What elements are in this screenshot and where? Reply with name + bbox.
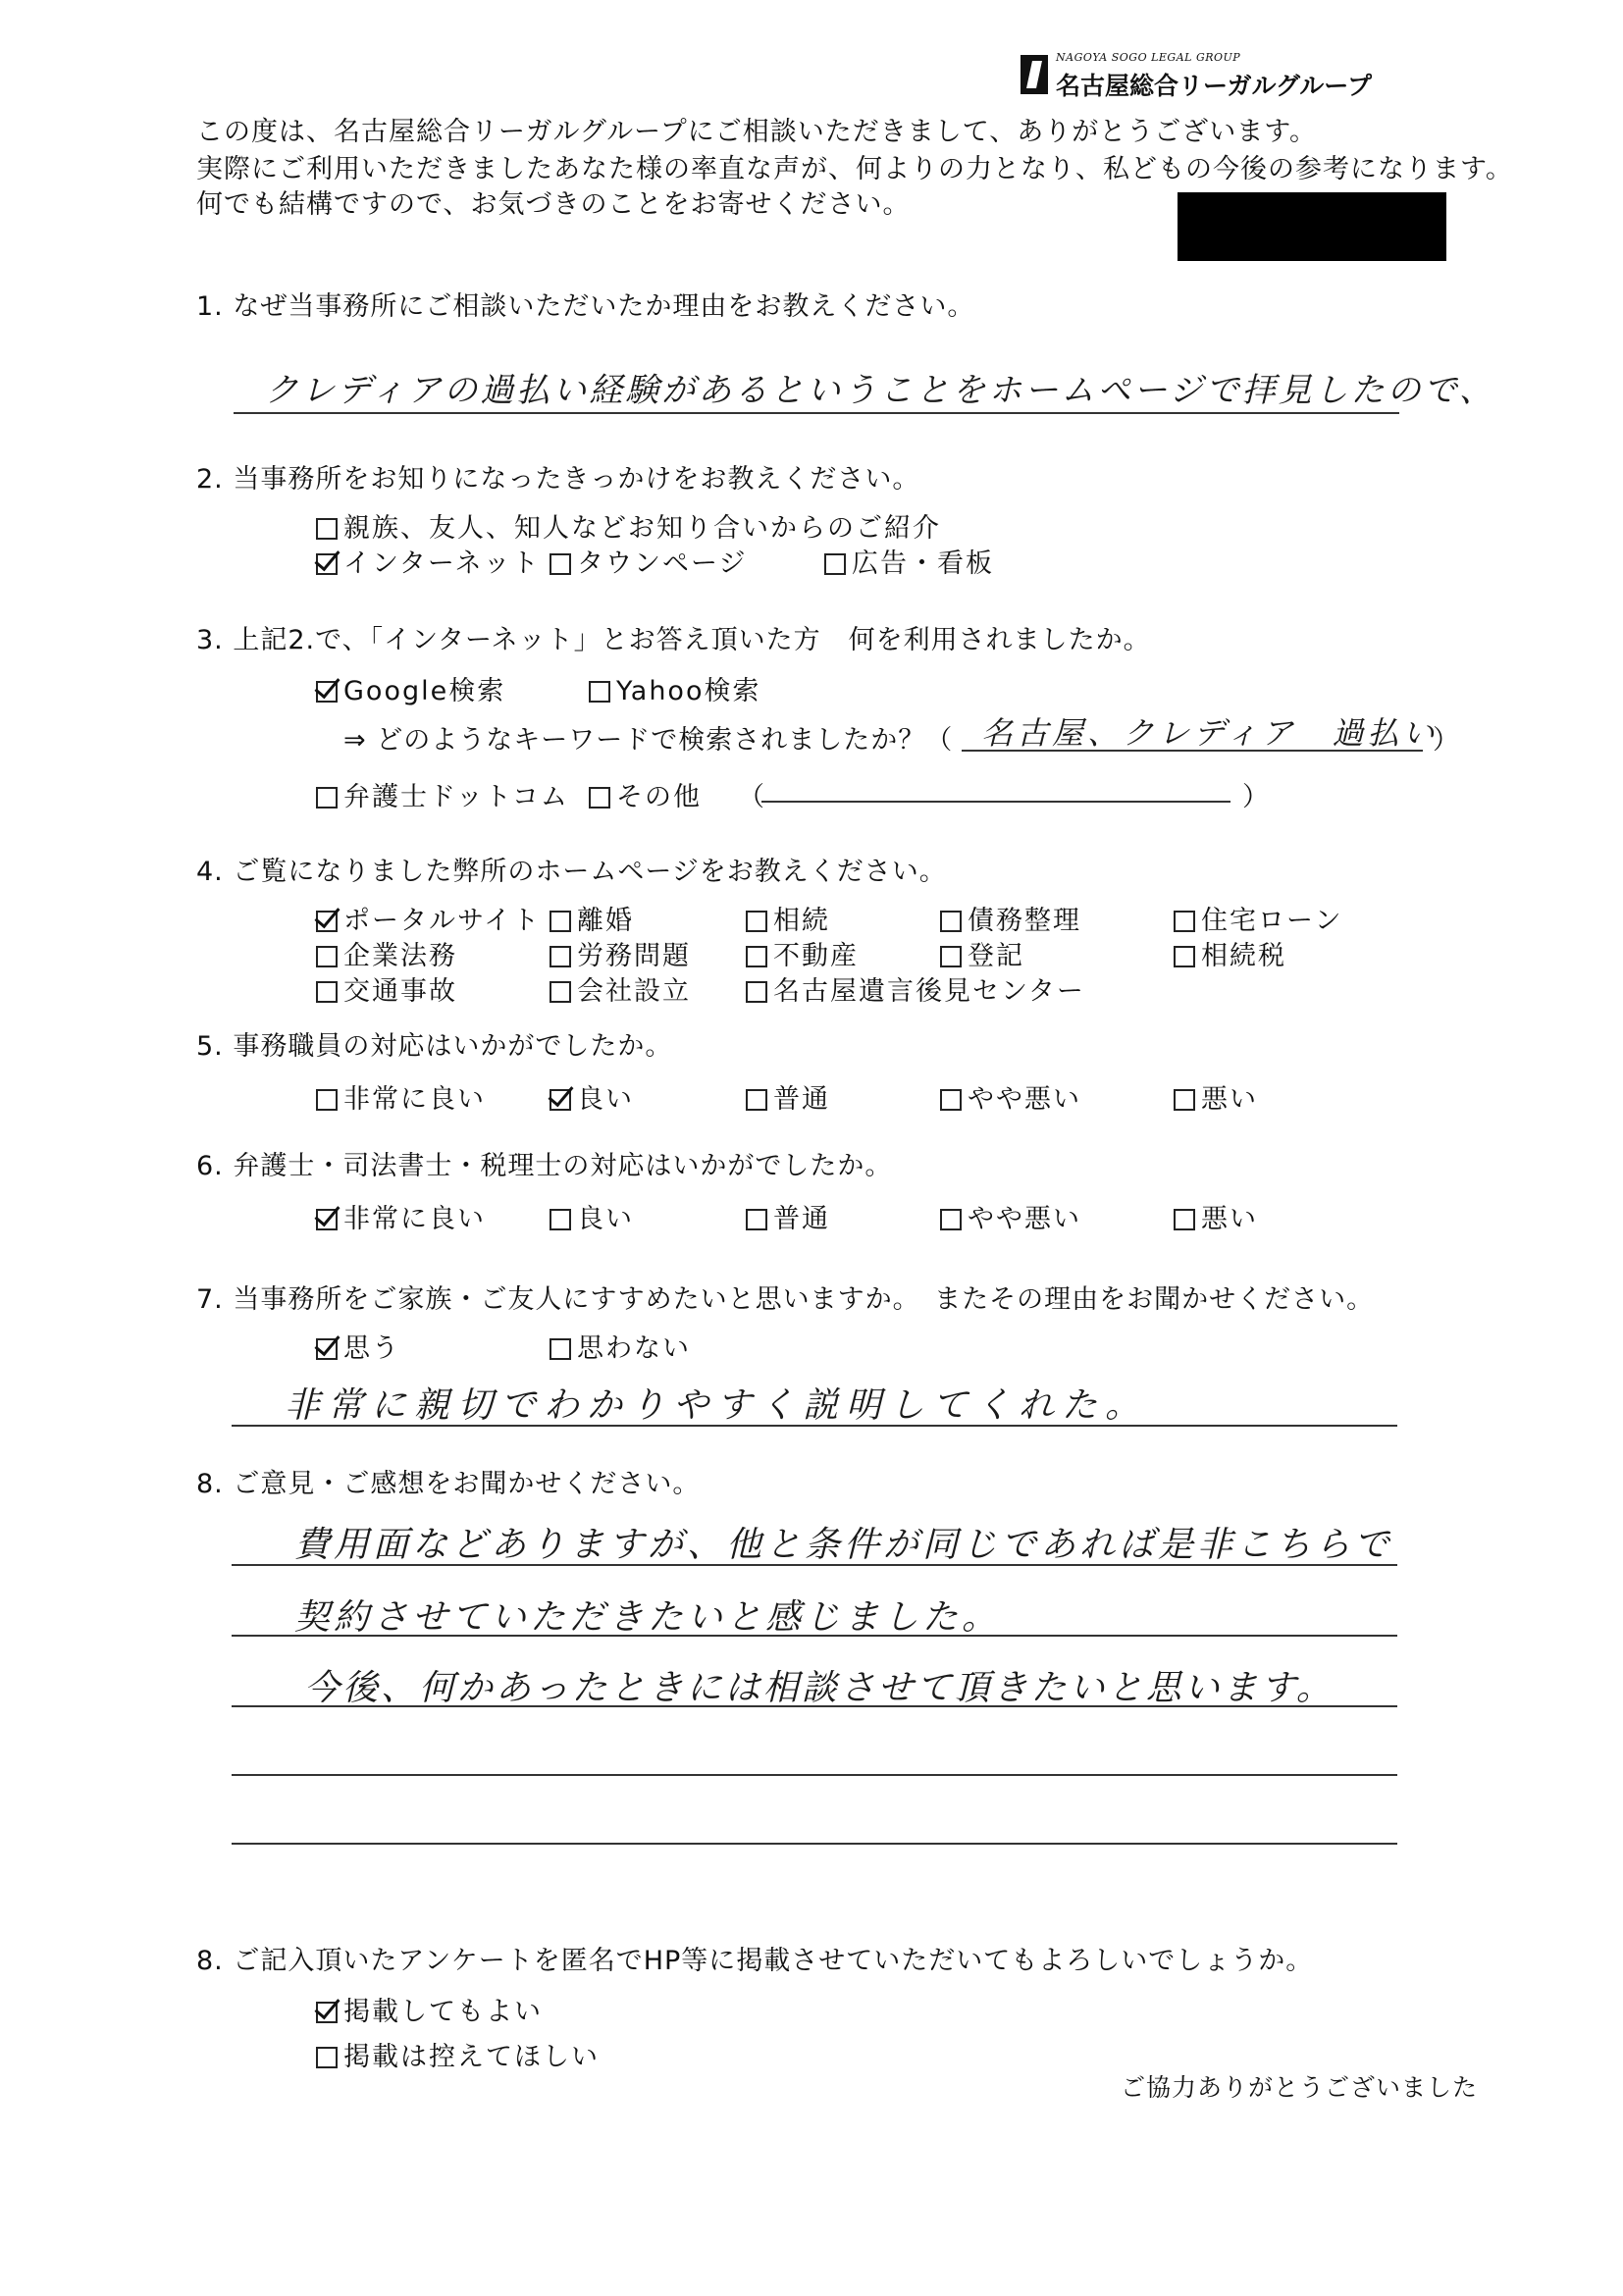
checkbox-checked-icon[interactable] bbox=[316, 681, 338, 703]
checkbox-checked-icon[interactable] bbox=[316, 553, 338, 575]
q8-title: 8. ご意見・ご感想をお聞かせください。 bbox=[196, 1469, 701, 1499]
q4-option-corporate[interactable]: 企業法務 bbox=[316, 934, 457, 972]
q3-option-bengoshi[interactable]: 弁護士ドットコム bbox=[316, 775, 569, 813]
footer-thanks: ご協力ありがとうございました bbox=[1121, 2073, 1479, 2102]
q3-title: 3. 上記2.で、「インターネット」とお答え頂いた方 何を利用されましたか。 bbox=[196, 625, 1151, 655]
checkbox-icon[interactable] bbox=[316, 981, 338, 1003]
q6-option-very-good[interactable]: 非常に良い bbox=[316, 1197, 486, 1235]
logo-name: 名古屋総合リーガルグループ bbox=[1056, 72, 1373, 100]
q4-option-traffic[interactable]: 交通事故 bbox=[316, 969, 457, 1008]
q6-option-slightly-bad[interactable]: やや悪い bbox=[940, 1197, 1081, 1235]
q8-answer-line-1 bbox=[232, 1564, 1397, 1566]
checkbox-icon[interactable] bbox=[824, 553, 846, 575]
q4-title: 4. ご覧になりました弊所のホームページをお教えください。 bbox=[196, 857, 947, 887]
q6-title: 6. 弁護士・司法書士・税理士の対応はいかがでしたか。 bbox=[196, 1151, 893, 1181]
q8-answer-3: 今後、何かあったときには相談させて頂きたいと思います。 bbox=[304, 1668, 1335, 1708]
q3-option-google[interactable]: Google検索 bbox=[316, 669, 505, 707]
q7-answer: 非常に親切でわかりやすく説明してくれた。 bbox=[285, 1385, 1149, 1426]
q3-keyword-answer: 名古屋、クレディア 過払い bbox=[981, 714, 1439, 752]
q2-option-internet[interactable]: インターネット bbox=[316, 542, 541, 580]
q7-title: 7. 当事務所をご家族・ご友人にすすめたいと思いますか。 またその理由をお聞かせください。 bbox=[196, 1284, 1375, 1315]
checkbox-icon[interactable] bbox=[940, 1089, 962, 1111]
q8-answer-line-4 bbox=[232, 1774, 1397, 1776]
q3-keyword-line bbox=[962, 750, 1423, 752]
q5-option-normal[interactable]: 普通 bbox=[746, 1077, 830, 1116]
q4-option-inheritance-tax[interactable]: 相続税 bbox=[1174, 934, 1286, 972]
q5-title: 5. 事務職員の対応はいかがでしたか。 bbox=[196, 1031, 673, 1062]
q3-option-yahoo[interactable]: Yahoo検索 bbox=[589, 669, 760, 707]
q2-option-ad[interactable]: 広告・看板 bbox=[824, 542, 994, 580]
q3-other-line[interactable] bbox=[761, 801, 1230, 803]
logo-mark-icon bbox=[1021, 55, 1048, 94]
q5-option-slightly-bad[interactable]: やや悪い bbox=[940, 1077, 1081, 1116]
checkbox-icon[interactable] bbox=[940, 946, 962, 967]
q5-option-good[interactable]: 良い bbox=[550, 1077, 634, 1116]
checkbox-icon[interactable] bbox=[550, 981, 571, 1003]
q1-answer-line bbox=[234, 412, 1399, 414]
q4-option-will-center[interactable]: 名古屋遺言後見センター bbox=[746, 969, 1085, 1008]
checkbox-icon[interactable] bbox=[316, 946, 338, 967]
q7-answer-line bbox=[232, 1425, 1397, 1427]
checkbox-checked-icon[interactable] bbox=[316, 911, 338, 932]
q3-other-open: （ bbox=[738, 782, 766, 812]
q4-option-debt[interactable]: 債務整理 bbox=[940, 899, 1081, 937]
q4-option-portal[interactable]: ポータルサイト bbox=[316, 899, 541, 937]
q3-other-close: ） bbox=[1242, 782, 1271, 812]
checkbox-icon[interactable] bbox=[1174, 1089, 1195, 1111]
q7-option-no[interactable]: 思わない bbox=[550, 1327, 691, 1365]
checkbox-icon[interactable] bbox=[316, 518, 338, 540]
checkbox-icon[interactable] bbox=[550, 1209, 571, 1230]
q4-option-inheritance[interactable]: 相続 bbox=[746, 899, 830, 937]
q4-option-divorce[interactable]: 離婚 bbox=[550, 899, 634, 937]
intro-line-1: この度は、名古屋総合リーガルグループにご相談いただきまして、ありがとうございます。 bbox=[196, 117, 1318, 147]
checkbox-icon[interactable] bbox=[746, 1209, 767, 1230]
checkbox-icon[interactable] bbox=[940, 1209, 962, 1230]
redaction-block bbox=[1178, 192, 1446, 261]
q8-answer-line-2 bbox=[232, 1635, 1397, 1637]
q3-option-other[interactable]: その他 bbox=[589, 775, 702, 813]
q8-answer-line-3 bbox=[232, 1705, 1397, 1707]
checkbox-icon[interactable] bbox=[746, 946, 767, 967]
q4-option-labor[interactable]: 労務問題 bbox=[550, 934, 691, 972]
q5-option-very-good[interactable]: 非常に良い bbox=[316, 1077, 486, 1116]
q2-option-townpage[interactable]: タウンページ bbox=[550, 542, 747, 580]
checkbox-icon[interactable] bbox=[550, 911, 571, 932]
checkbox-checked-icon[interactable] bbox=[316, 2002, 338, 2023]
logo-subtitle: NAGOYA SOGO LEGAL GROUP bbox=[1056, 51, 1241, 64]
q9-option-decline[interactable]: 掲載は控えてほしい bbox=[316, 2035, 600, 2073]
checkbox-icon[interactable] bbox=[1174, 911, 1195, 932]
checkbox-icon[interactable] bbox=[316, 787, 338, 809]
intro-line-2: 実際にご利用いただきましたあなた様の率直な声が、何よりの力となり、私どもの今後の参考になります。 bbox=[196, 154, 1513, 184]
q6-option-bad[interactable]: 悪い bbox=[1174, 1197, 1258, 1235]
q6-option-normal[interactable]: 普通 bbox=[746, 1197, 830, 1235]
checkbox-icon[interactable] bbox=[1174, 946, 1195, 967]
checkbox-icon[interactable] bbox=[746, 1089, 767, 1111]
checkbox-icon[interactable] bbox=[316, 2047, 338, 2068]
q4-option-company[interactable]: 会社設立 bbox=[550, 969, 691, 1008]
q2-title: 2. 当事務所をお知りになったきっかけをお教えください。 bbox=[196, 464, 920, 495]
q5-option-bad[interactable]: 悪い bbox=[1174, 1077, 1258, 1116]
q8-answer-1: 費用面などありますが、他と条件が同じであれば是非こちらで bbox=[294, 1525, 1393, 1565]
intro-line-3: 何でも結構ですので、お気づきのことをお寄せください。 bbox=[196, 189, 911, 220]
q9-option-allow[interactable]: 掲載してもよい bbox=[316, 1990, 543, 2028]
q9-title: 8. ご記入頂いたアンケートを匿名でHP等に掲載させていただいてもよろしいでしょうか。 bbox=[196, 1946, 1314, 1976]
checkbox-icon[interactable] bbox=[589, 787, 610, 809]
checkbox-icon[interactable] bbox=[589, 681, 610, 703]
q4-option-realestate[interactable]: 不動産 bbox=[746, 934, 859, 972]
q7-option-yes[interactable]: 思う bbox=[316, 1327, 400, 1365]
checkbox-checked-icon[interactable] bbox=[550, 1089, 571, 1111]
checkbox-icon[interactable] bbox=[316, 1089, 338, 1111]
q1-title: 1. なぜ当事務所にご相談いただいたか理由をお教えください。 bbox=[196, 291, 975, 322]
q3-keyword-close: ） bbox=[1433, 725, 1461, 756]
checkbox-icon[interactable] bbox=[940, 911, 962, 932]
q1-answer: クレディアの過払い経験があるということをホームページで拝見したので、 bbox=[265, 371, 1495, 410]
checkbox-checked-icon[interactable] bbox=[316, 1209, 338, 1230]
q4-option-mortgage[interactable]: 住宅ローン bbox=[1174, 899, 1342, 937]
q2-option-referral[interactable]: 親族、友人、知人などお知り合いからのご紹介 bbox=[316, 506, 941, 545]
q3-keyword-prompt: ⇒ どのようなキーワードで検索されましたか？（ bbox=[343, 725, 954, 756]
checkbox-icon[interactable] bbox=[550, 1338, 571, 1360]
q8-answer-2: 契約させていただきたいと感じました。 bbox=[294, 1597, 1002, 1638]
q6-option-good[interactable]: 良い bbox=[550, 1197, 634, 1235]
checkbox-checked-icon[interactable] bbox=[316, 1338, 338, 1360]
checkbox-icon[interactable] bbox=[550, 946, 571, 967]
q8-answer-line-5 bbox=[232, 1843, 1397, 1845]
checkbox-icon[interactable] bbox=[550, 553, 571, 575]
q4-option-registry[interactable]: 登記 bbox=[940, 934, 1024, 972]
checkbox-icon[interactable] bbox=[1174, 1209, 1195, 1230]
checkbox-icon[interactable] bbox=[746, 981, 767, 1003]
checkbox-icon[interactable] bbox=[746, 911, 767, 932]
